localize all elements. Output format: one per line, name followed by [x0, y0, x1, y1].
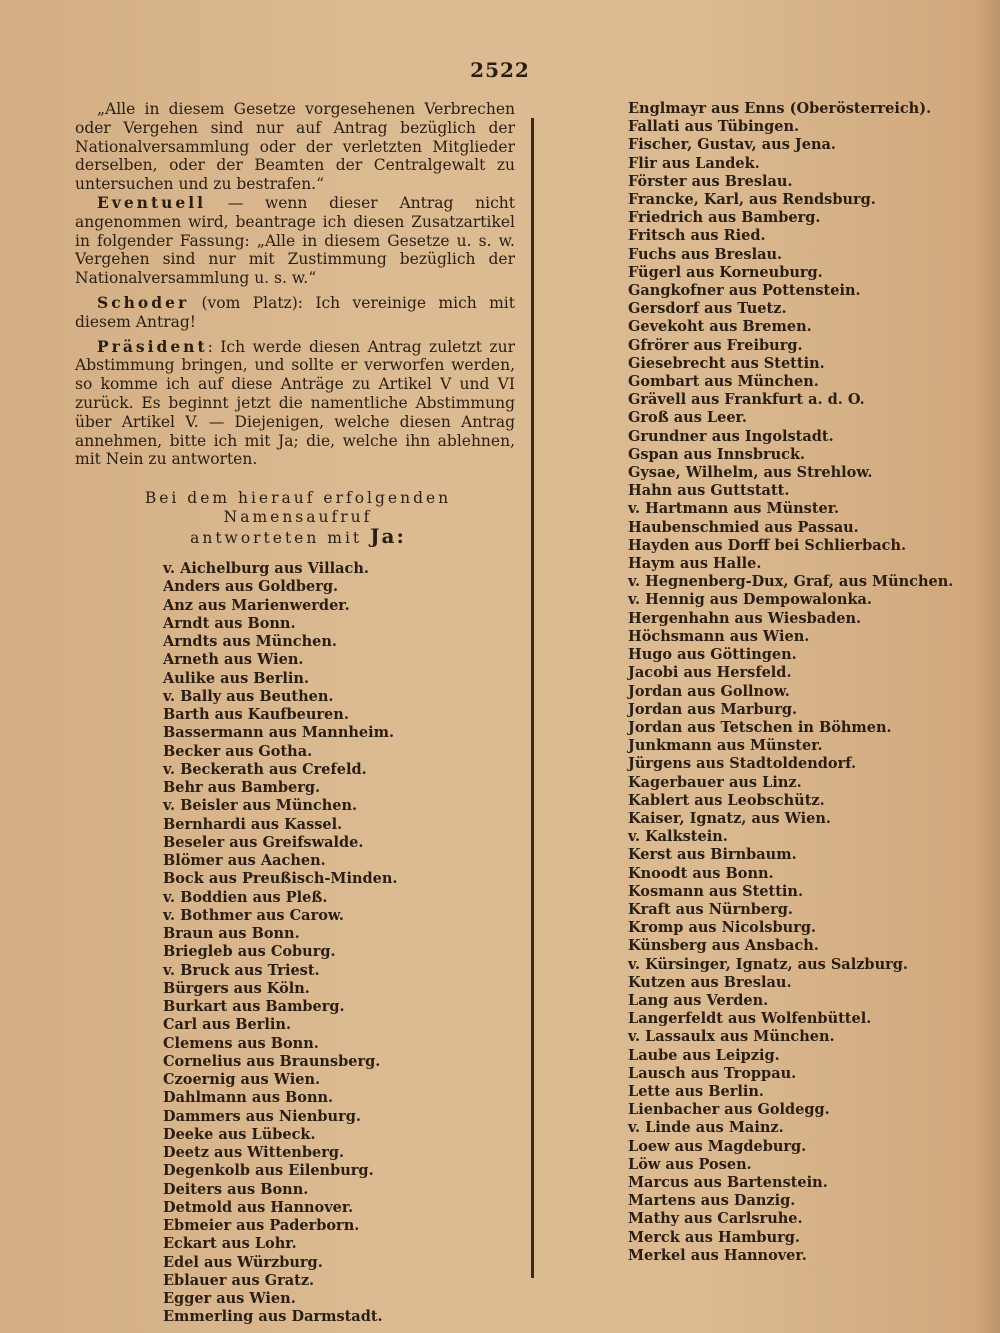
list-item: Bassermann aus Mannheim. — [163, 724, 395, 742]
list-item: Kosmann aus Stettin. — [628, 882, 804, 900]
list-item: Edel aus Würzburg. — [163, 1253, 323, 1271]
name-list-right — [628, 100, 978, 1265]
list-item: Aulike aus Berlin. — [163, 669, 310, 687]
list-item: Groß aus Leer. — [628, 409, 747, 427]
paragraph-text: — wenn dieser Antrag nicht angenommen wird, beantrage ich diesen Zusatzartikel in folgender Fassung: „Alle in diesem Gesetze u. s. w. Vergehen sind nur mit Zustimmung bezüglich der Nationalversammlung u. s. w.“ — [75, 193, 515, 288]
list-item: Jordan aus Tetschen in Böhmen. — [628, 718, 892, 736]
list-item: Gysae, Wilhelm, aus Strehlow. — [628, 464, 873, 482]
list-item: Marcus aus Bartenstein. — [628, 1173, 828, 1191]
list-item: Gevekoht aus Bremen. — [628, 318, 812, 336]
list-item: v. Aichelburg aus Villach. — [163, 560, 369, 578]
list-item: Hugo aus Göttingen. — [628, 646, 797, 664]
eventual-paragraph — [75, 194, 515, 288]
list-item: Junkmann aus Münster. — [628, 737, 823, 755]
list-item: Langerfeldt aus Wolfenbüttel. — [628, 1010, 872, 1028]
list-item: Kagerbauer aus Linz. — [628, 773, 802, 791]
list-item: v. Beckerath aus Crefeld. — [163, 760, 367, 778]
list-item: Jürgens aus Stadtoldendorf. — [628, 755, 857, 773]
list-item: Blömer aus Aachen. — [163, 852, 326, 870]
list-item: v. Hartmann aus Münster. — [628, 500, 840, 518]
list-item: Kablert aus Leobschütz. — [628, 791, 825, 809]
list-item: Mathy aus Carlsruhe. — [628, 1210, 803, 1228]
list-item: Gombart aus München. — [628, 373, 819, 391]
list-item: Arndt aus Bonn. — [163, 614, 296, 632]
list-item: Förster aus Breslau. — [628, 172, 793, 190]
list-item: Dammers aus Nienburg. — [163, 1107, 361, 1125]
list-item: Merkel aus Hannover. — [628, 1246, 807, 1264]
speaker-name: Schoder — [97, 292, 190, 312]
list-item: Haym aus Halle. — [628, 555, 762, 573]
list-item: v. Kürsinger, Ignatz, aus Salzburg. — [628, 955, 908, 973]
list-item: Emmerling aus Darmstadt. — [163, 1308, 383, 1326]
list-item: Lang aus Verden. — [628, 991, 769, 1009]
list-item: Carl aus Berlin. — [163, 1016, 292, 1034]
column-divider — [531, 118, 534, 1278]
list-item: Grävell aus Frankfurt a. d. O. — [628, 391, 865, 409]
list-item: Hahn aus Guttstatt. — [628, 482, 790, 500]
list-item: Grundner aus Ingolstadt. — [628, 427, 834, 445]
list-item: Höchsmann aus Wien. — [628, 627, 810, 645]
list-item: v. Kalkstein. — [628, 828, 728, 846]
list-item: Kaiser, Ignatz, aus Wien. — [628, 809, 831, 827]
list-item: Fischer, Gustav, aus Jena. — [628, 136, 836, 154]
list-item: Jacobi aus Hersfeld. — [628, 664, 792, 682]
list-item: Burkart aus Bamberg. — [163, 998, 345, 1016]
list-item: Fritsch aus Ried. — [628, 227, 766, 245]
list-item: Künsberg aus Ansbach. — [628, 937, 819, 955]
list-item: Arneth aus Wien. — [163, 651, 304, 669]
list-item: Friedrich aus Bamberg. — [628, 209, 821, 227]
list-item: Clemens aus Bonn. — [163, 1034, 319, 1052]
list-item: Gspan aus Innsbruck. — [628, 445, 806, 463]
list-item: Kromp aus Nicolsburg. — [628, 919, 817, 937]
list-item: Haubenschmied aus Passau. — [628, 518, 859, 536]
list-item: Ebmeier aus Paderborn. — [163, 1217, 360, 1235]
list-item: Fügerl aus Korneuburg. — [628, 263, 823, 281]
list-item: Egger aus Wien. — [163, 1290, 296, 1308]
list-item: Bürgers aus Köln. — [163, 979, 310, 997]
list-item: Martens aus Danzig. — [628, 1192, 796, 1210]
list-item: Dahlmann aus Bonn. — [163, 1089, 334, 1107]
list-item: v. Beisler aus München. — [163, 797, 358, 815]
list-item: Merck aus Hamburg. — [628, 1228, 800, 1246]
list-item: Laube aus Leipzig. — [628, 1046, 780, 1064]
list-item: Deeke aus Lübeck. — [163, 1125, 316, 1143]
list-item: Hayden aus Dorff bei Schlierbach. — [628, 536, 907, 554]
list-item: Lausch aus Troppau. — [628, 1064, 797, 1082]
list-item: Czoernig aus Wien. — [163, 1071, 321, 1089]
list-item: Cornelius aus Braunsberg. — [163, 1052, 381, 1070]
list-item: Detmold aus Hannover. — [163, 1198, 354, 1216]
list-item: Degenkolb aus Eilenburg. — [163, 1162, 374, 1180]
list-item: v. Lassaulx aus München. — [628, 1028, 835, 1046]
list-item: v. Boddien aus Pleß. — [163, 888, 328, 906]
list-item: Deiters aus Bonn. — [163, 1180, 309, 1198]
list-item: v. Bruck aus Triest. — [163, 961, 320, 979]
list-item: Fallati aus Tübingen. — [628, 118, 800, 136]
list-item: Barth aus Kaufbeuren. — [163, 706, 349, 724]
paragraph-text: „Alle in diesem Gesetze vorgesehenen Verbrechen oder Vergehen sind nur auf Antrag bezüglich der Nationalversammlung oder der verletzten Mitglieder derselben, oder der Beamten der Centralgewalt zu untersuchen und zu bestrafen.“ — [75, 100, 515, 194]
paragraph-text: : Ich werde diesen Antrag zuletzt zur Abstimmung bringen, und sollte er verworfen werden, so komme ich auf diese Anträge zu Artikel V und VI zurück. Es beginnt jetzt die namentliche Abstimmung über Artikel V. — Diejenigen, welche diesen Antrag annehmen, bitte ich mit Ja; die, welche ihn ablehnen, mit Nein zu antworten. — [75, 337, 515, 469]
list-item: v. Bothmer aus Carow. — [163, 906, 344, 924]
speaker-paragraph — [75, 294, 515, 332]
list-item: Kutzen aus Breslau. — [628, 973, 792, 991]
list-item: Giesebrecht aus Stettin. — [628, 354, 825, 372]
vote-heading-line: Bei dem hierauf erfolgenden Namensaufruf — [144, 489, 452, 527]
paragraph-lead: Eventuell — [97, 192, 207, 212]
list-item: Knoodt aus Bonn. — [628, 864, 774, 882]
speaker-name: Präsident — [97, 336, 208, 356]
list-item: Lienbacher aus Goldegg. — [628, 1101, 830, 1119]
list-item: Flir aus Landek. — [628, 154, 760, 172]
list-item: Arndts aus München. — [163, 633, 337, 651]
motion-paragraph — [75, 100, 515, 194]
list-item: Kraft aus Nürnberg. — [628, 900, 793, 918]
list-item: Gangkofner aus Pottenstein. — [628, 282, 861, 300]
list-item: Braun aus Bonn. — [163, 925, 300, 943]
list-item: Kerst aus Birnbaum. — [628, 846, 797, 864]
list-item: Anz aus Marienwerder. — [163, 596, 350, 614]
list-item: Fuchs aus Breslau. — [628, 245, 783, 263]
right-column — [628, 100, 978, 1265]
paragraph-text: (vom Platz): Ich vereinige mich mit diesem Antrag! — [75, 293, 515, 331]
list-item: Eblauer aus Gratz. — [163, 1271, 315, 1289]
vote-heading — [75, 489, 515, 548]
page-number: 2522 — [470, 58, 530, 82]
list-item: Jordan aus Gollnow. — [628, 682, 790, 700]
list-item: Bernhardi aus Kassel. — [163, 815, 343, 833]
list-item: v. Hegnenberg-Dux, Graf, aus München. — [628, 573, 954, 591]
list-item: Löw aus Posen. — [628, 1155, 752, 1173]
list-item: Briegleb aus Coburg. — [163, 943, 336, 961]
list-item: Hergenhahn aus Wiesbaden. — [628, 609, 862, 627]
list-item: Behr aus Bamberg. — [163, 779, 321, 797]
list-item: Gfrörer aus Freiburg. — [628, 336, 803, 354]
list-item: Loew aus Magdeburg. — [628, 1137, 807, 1155]
list-item: v. Linde aus Mainz. — [628, 1119, 784, 1137]
page-edge-shadow — [975, 0, 1000, 1333]
list-item: Jordan aus Marburg. — [628, 700, 798, 718]
list-item: Francke, Karl, aus Rendsburg. — [628, 191, 876, 209]
list-item: Deetz aus Wittenberg. — [163, 1144, 345, 1162]
vote-heading-ja: Ja: — [370, 524, 406, 549]
list-item: Becker aus Gotha. — [163, 742, 313, 760]
list-item: Beseler aus Greifswalde. — [163, 833, 364, 851]
list-item: v. Bally aus Beuthen. — [163, 687, 334, 705]
left-column — [75, 100, 515, 1327]
list-item: Gersdorf aus Tuetz. — [628, 300, 787, 318]
list-item: Bock aus Preußisch-Minden. — [163, 870, 398, 888]
list-item: Anders aus Goldberg. — [163, 578, 339, 596]
list-item: Lette aus Berlin. — [628, 1082, 764, 1100]
list-item: Eckart aus Lohr. — [163, 1235, 297, 1253]
list-item: Englmayr aus Enns (Oberösterreich). — [628, 100, 932, 117]
vote-heading-text: antworteten mit — [190, 529, 363, 548]
speaker-paragraph — [75, 338, 515, 470]
vote-heading-line — [81, 524, 515, 549]
list-item: v. Hennig aus Dempowalonka. — [628, 591, 872, 609]
name-list-left — [75, 560, 515, 1327]
